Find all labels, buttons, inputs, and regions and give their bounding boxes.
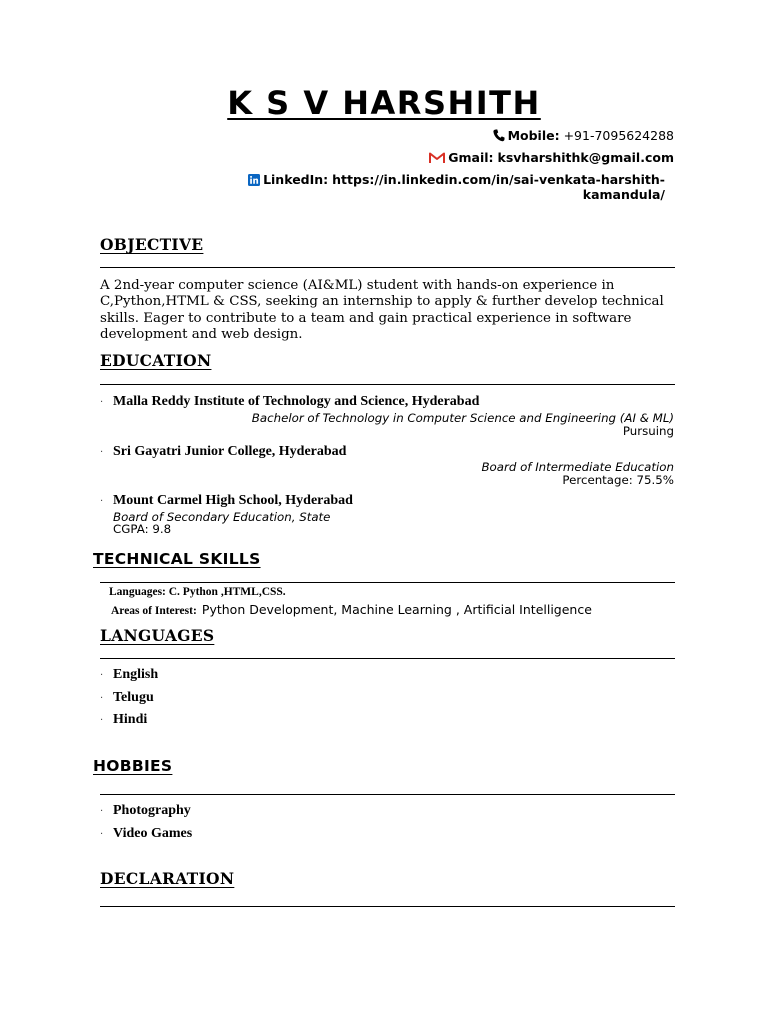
list-item: Hindi [113, 712, 148, 727]
skills-languages: Languages: C. Python ,HTML,CSS. [109, 586, 286, 598]
section-divider [100, 658, 675, 659]
phone-icon [493, 129, 505, 145]
bullet-point: · [100, 806, 104, 817]
linkedin-label: LinkedIn: [263, 172, 329, 187]
objective-line: development and web design. [100, 327, 303, 343]
section-heading-languages: LANGUAGES [100, 626, 215, 645]
skills-interest-value: Python Development, Machine Learning , Artificial Intelligence [201, 602, 592, 617]
section-divider [100, 267, 675, 268]
education-institution: Mount Carmel High School, Hyderabad [113, 493, 353, 508]
section-divider [100, 794, 675, 795]
linkedin-icon [248, 174, 260, 189]
contact-gmail [429, 150, 674, 167]
bullet-point: · [100, 829, 104, 840]
section-divider [100, 906, 675, 907]
list-item: Video Games [113, 826, 193, 841]
education-board: Board of Secondary Education, State [113, 510, 331, 524]
education-institution: Sri Gayatri Junior College, Hyderabad [113, 444, 347, 459]
gmail-address[interactable]: ksvharshithk@gmail.com [497, 150, 674, 165]
education-board: Board of Intermediate Education [481, 460, 674, 474]
contact-linkedin-cont [583, 187, 665, 202]
list-item: Photography [113, 803, 191, 818]
education-institution: Malla Reddy Institute of Technology and Science, Hyderabad [113, 394, 480, 409]
gmail-label: Gmail: [448, 150, 494, 165]
linkedin-url-line1[interactable]: https://in.linkedin.com/in/sai-venkata-harshith- [332, 172, 665, 187]
section-divider [100, 582, 675, 583]
bullet-point: · [100, 715, 104, 726]
bullet-point: · [100, 397, 104, 408]
education-degree: Bachelor of Technology in Computer Science and Engineering (AI & ML) [251, 411, 674, 425]
section-heading-hobbies: HOBBIES [93, 757, 173, 775]
education-status: Pursuing [622, 424, 674, 438]
objective-line: A 2nd-year computer science (AI&ML) student with hands-on experience in [100, 278, 615, 293]
contact-mobile [493, 128, 674, 145]
skills-interests [111, 599, 592, 618]
education-percentage: Percentage: 75.5% [562, 473, 674, 487]
education-cgpa: CGPA: 9.8 [113, 522, 172, 536]
section-heading-technical-skills: TECHNICAL SKILLS [93, 550, 261, 568]
bullet-point: · [100, 670, 104, 681]
list-item: English [113, 667, 159, 682]
skills-interest-label: Areas of Interest: [111, 605, 197, 617]
objective-line: C,Python,HTML & CSS, seeking an internship to apply & further develop technical [100, 294, 664, 310]
mobile-number[interactable]: +91-7095624288 [563, 128, 674, 143]
linkedin-url-line2[interactable]: kamandula/ [582, 187, 665, 202]
section-heading-objective: OBJECTIVE [100, 235, 204, 254]
gmail-icon [429, 152, 445, 167]
bullet-point: · [100, 496, 104, 507]
bullet-point: · [100, 693, 104, 704]
objective-line: skills. Eager to contribute to a team and gain practical experience in software [100, 310, 632, 326]
objective-text [100, 278, 680, 344]
mobile-label: Mobile: [507, 128, 560, 143]
bullet-point: · [100, 447, 104, 458]
section-heading-declaration: DECLARATION [100, 869, 235, 888]
list-item: Telugu [113, 690, 154, 705]
section-divider [100, 384, 675, 385]
section-heading-education: EDUCATION [100, 351, 212, 370]
candidate-name: K S V HARSHITH [227, 84, 541, 122]
